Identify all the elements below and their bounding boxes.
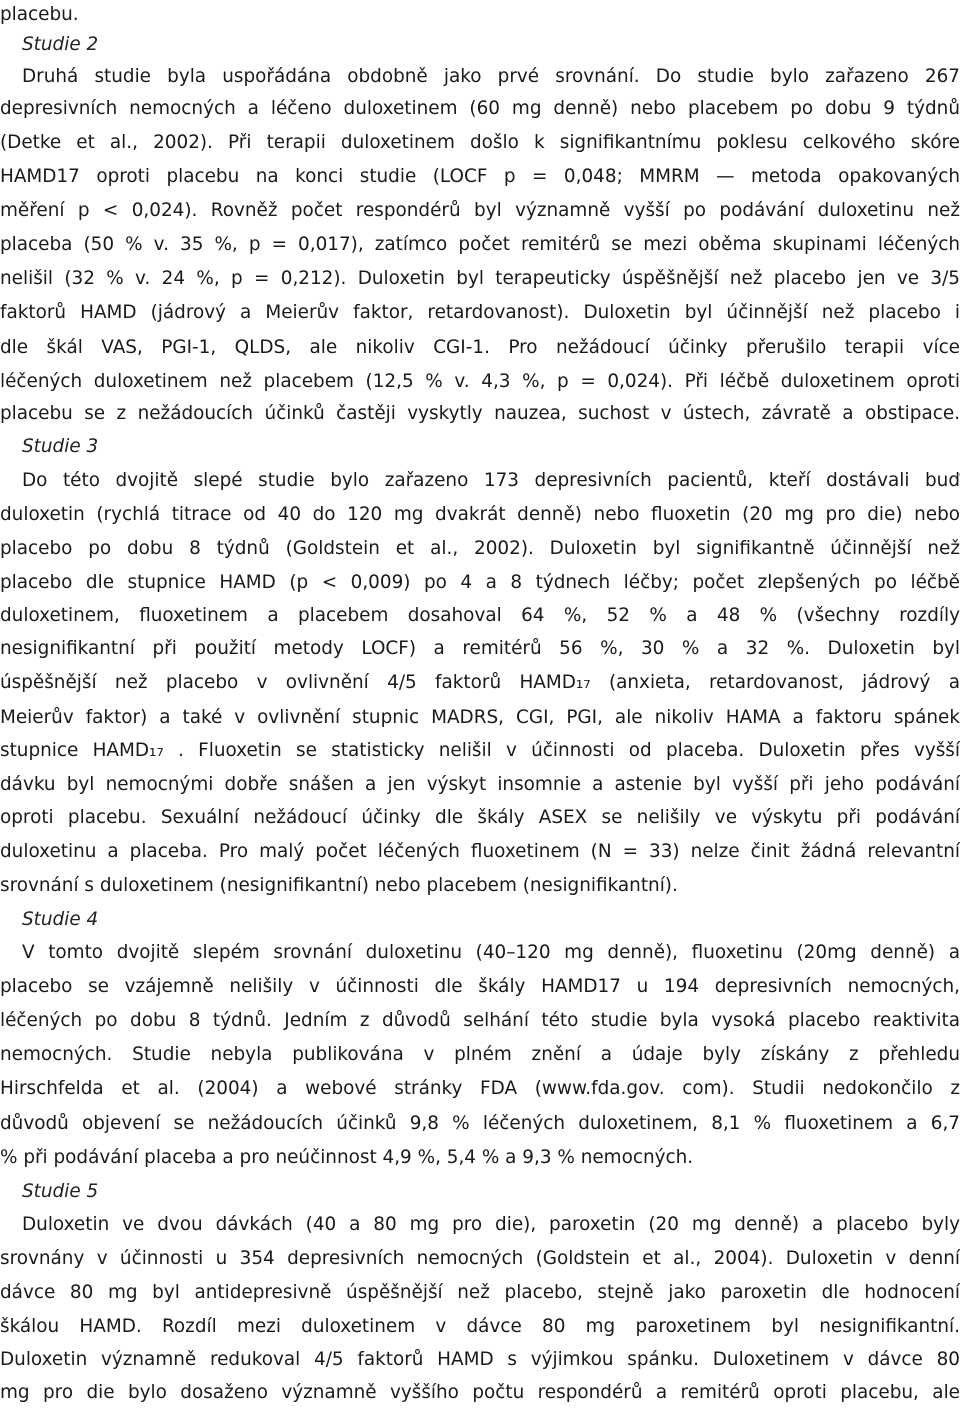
paragraph-line: Druhá studie byla uspořádána obdobně jako prvé srovnání. Do studie bylo zařazeno 267	[22, 66, 960, 87]
paragraph-line: duloxetin (rychlá titrace od 40 do 120 mg dvakrát denně) nebo fluoxetin (20 mg pro die) nebo	[0, 504, 960, 525]
paragraph-line: placebo se vzájemně nelišily v účinnosti dle škály HAMD17 u 194 depresivních nemocných,	[0, 976, 960, 997]
paragraph-line: srovnány v účinnosti u 354 depresivních nemocných (Goldstein et al., 2004). Duloxetin v denní	[0, 1248, 960, 1269]
section-heading: Studie 3	[22, 436, 99, 457]
paragraph-line: škálou HAMD. Rozdíl mezi duloxetinem v dávce 80 mg paroxetinem byl nesignifikantní.	[0, 1316, 960, 1337]
paragraph-line: Duloxetin ve dvou dávkách (40 a 80 mg pro die), paroxetin (20 mg denně) a placebo byly	[22, 1214, 960, 1235]
paragraph-line: léčených duloxetinem než placebem (12,5 % v. 4,3 %, p = 0,024). Při léčbě duloxetinem oproti	[0, 371, 960, 392]
paragraph-line: Do této dvojitě slepé studie bylo zařazeno 173 depresivních pacientů, kteří dostávali buď	[22, 470, 960, 491]
paragraph-line: důvodů objevení se nežádoucích účinků 9,8 % léčených duloxetinem, 8,1 % fluoxetinem a 6,7	[0, 1113, 960, 1134]
paragraph-line: % při podávání placeba a pro neúčinnost 4,9 %, 5,4 % a 9,3 % nemocných.	[0, 1147, 694, 1168]
paragraph-line: depresivních nemocných a léčeno duloxetinem (60 mg denně) nebo placebem po dobu 9 týdnů	[0, 98, 960, 119]
paragraph-line: Meierův faktor) a také v ovlivnění stupnic MADRS, CGI, PGI, ale nikoliv HAMA a faktoru spánek	[0, 707, 960, 728]
paragraph-line: léčených po dobu 8 týdnů. Jedním z důvodů selhání této studie byla vysoká placebo reaktivita	[0, 1010, 960, 1031]
paragraph-line: nelišil (32 % v. 24 %, p = 0,212). Duloxetin byl terapeuticky úspěšnější než placebo jen ve 3/5	[0, 268, 960, 289]
paragraph-line: nemocných. Studie nebyla publikována v plném znění a údaje byly získány z přehledu	[0, 1044, 960, 1065]
paragraph-line: měření p < 0,024). Rovněž počet respondérů byl významně vyšší po podávání duloxetinu než	[0, 200, 960, 221]
paragraph-line: dávce 80 mg byl antidepresivně úspěšnější než placebo, stejně jako paroxetin dle hodnocení	[0, 1282, 960, 1303]
paragraph-line: placeba (50 % v. 35 %, p = 0,017), zatímco počet remitérů se mezi oběma skupinami léčených	[0, 234, 960, 255]
paragraph-line: placebu.	[0, 4, 79, 25]
paragraph-line: oproti placebu. Sexuální nežádoucí účinky dle škály ASEX se nelišily ve výskytu při podávání	[0, 807, 960, 828]
section-heading: Studie 2	[22, 34, 99, 55]
paragraph-line: duloxetinu a placeba. Pro malý počet léčených fluoxetinem (N = 33) nelze činit žádná relevantní	[0, 841, 960, 862]
paragraph-line: dávku byl nemocnými dobře snášen a jen výskyt insomnie a astenie byl vyšší při jeho podávání	[0, 774, 960, 795]
paragraph-line: (Detke et al., 2002). Při terapii duloxetinem došlo k signifikantnímu poklesu celkového skóre	[0, 132, 960, 153]
paragraph-line: srovnání s duloxetinem (nesignifikantní) nebo placebem (nesignifikantní).	[0, 875, 678, 896]
paragraph-line: placebo po dobu 8 týdnů (Goldstein et al., 2002). Duloxetin byl signifikantně účinnější než	[0, 538, 960, 559]
paragraph-line: duloxetinem, fluoxetinem a placebem dosahoval 64 %, 52 % a 48 % (všechny rozdíly	[0, 605, 960, 626]
paragraph-line: V tomto dvojitě slepém srovnání duloxetinu (40–120 mg denně), fluoxetinu (20mg denně) a	[22, 942, 960, 963]
section-heading: Studie 5	[22, 1181, 99, 1202]
paragraph-line: nesignifikantní při použití metody LOCF) a remitérů 56 %, 30 % a 32 %. Duloxetin byl	[0, 638, 960, 659]
paragraph-line: stupnice HAMD₁₇ . Fluoxetin se statisticky nelišil v účinnosti od placeba. Duloxetin přes vyšší	[0, 740, 960, 761]
paragraph-line: Hirschfelda et al. (2004) a webové stránky FDA (www.fda.gov. com). Studii nedokončilo z	[0, 1078, 960, 1099]
paragraph-line: mg pro die bylo dosaženo významně vyššího počtu respondérů a remitérů oproti placebu, ale	[0, 1382, 960, 1403]
paragraph-line: placebu se z nežádoucích účinků častěji vyskytly nauzea, suchost v ústech, závratě a obstipace.	[0, 403, 960, 424]
section-heading: Studie 4	[22, 909, 99, 930]
paragraph-line: faktorů HAMD (jádrový a Meierův faktor, retardovanost). Duloxetin byl účinnější než placebo i	[0, 302, 960, 323]
paragraph-line: placebo dle stupnice HAMD (p < 0,009) po 4 a 8 týdnech léčby; počet zlepšených po léčbě	[0, 572, 960, 593]
paragraph-line: Duloxetin významně redukoval 4/5 faktorů HAMD s výjimkou spánku. Duloxetinem v dávce 80	[0, 1349, 960, 1370]
paragraph-line: úspěšnější než placebo v ovlivnění 4/5 faktorů HAMD₁₇ (anxieta, retardovanost, jádrový a	[0, 672, 960, 693]
paragraph-line: dle škál VAS, PGI-1, QLDS, ale nikoliv CGI-1. Pro nežádoucí účinky přerušilo terapii více	[0, 337, 960, 358]
paragraph-line: HAMD17 oproti placebu na konci studie (LOCF p = 0,048; MMRM — metoda opakovaných	[0, 166, 960, 187]
